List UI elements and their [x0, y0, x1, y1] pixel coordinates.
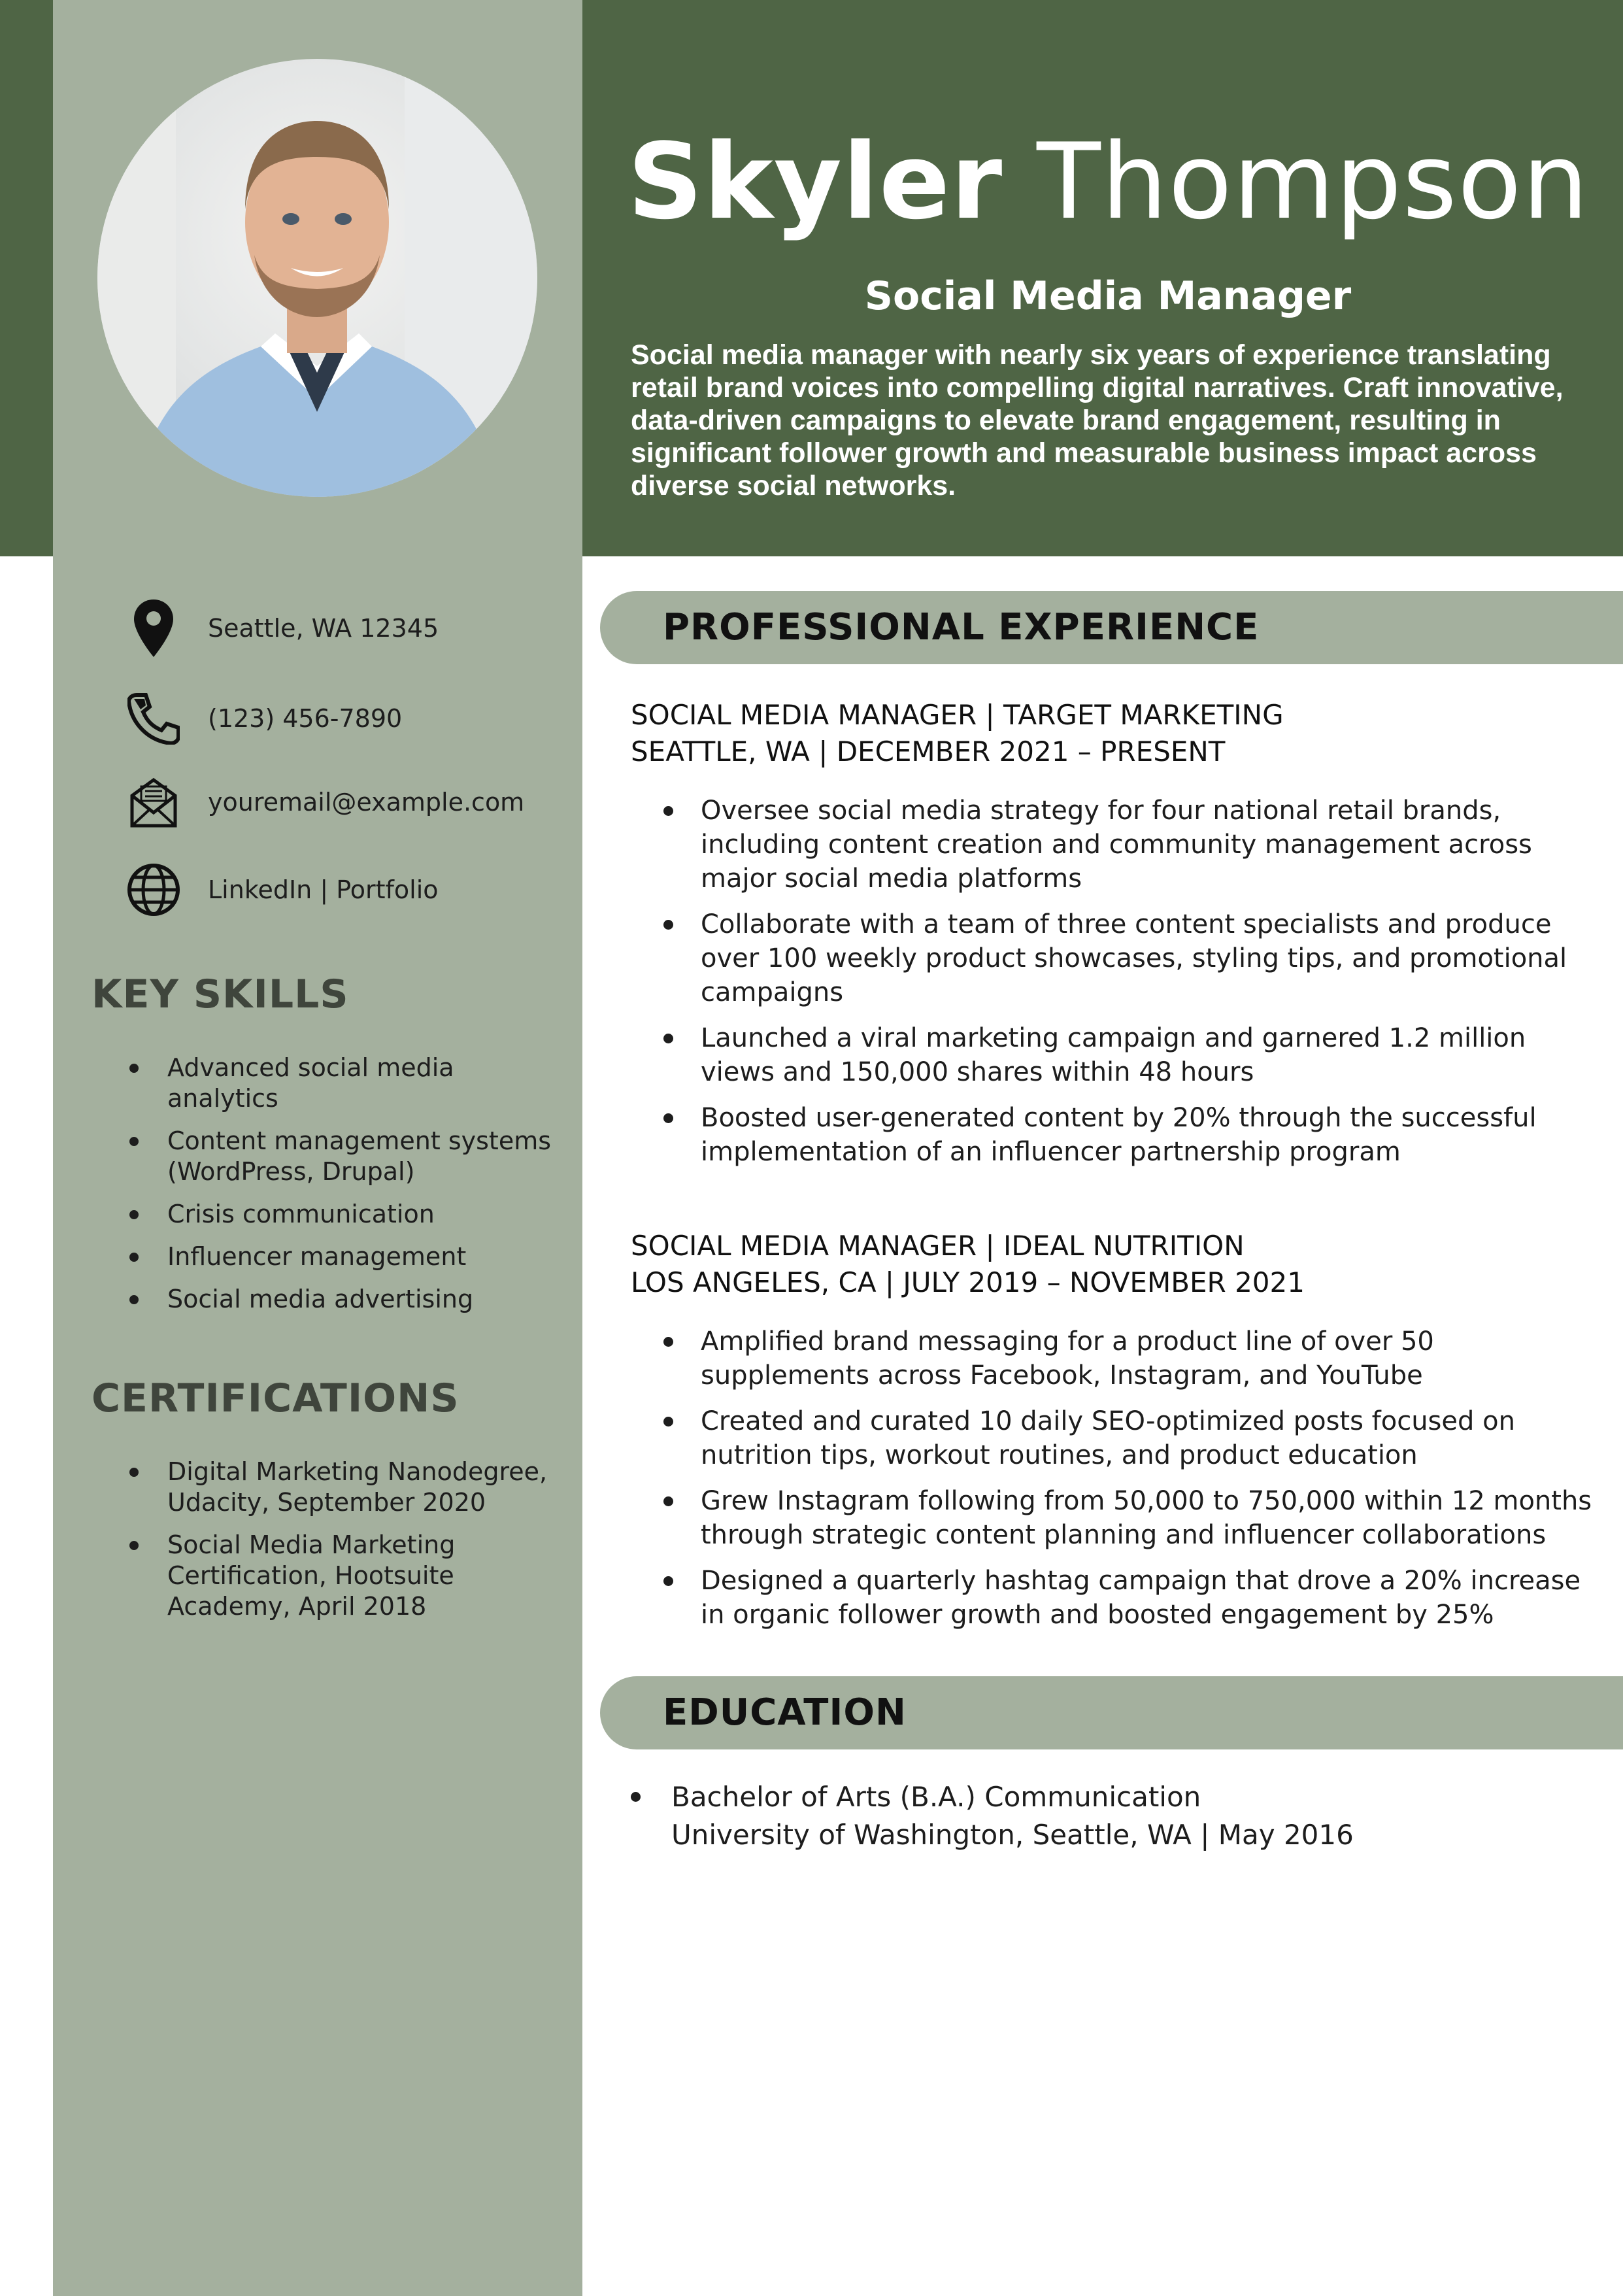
job-bullets	[631, 794, 1598, 1169]
email-text: youremail@example.com	[208, 788, 525, 817]
education-degree: Bachelor of Arts (B.A.) Communication	[671, 1781, 1201, 1813]
job-location-dates: SEATTLE, WA | DECEMBER 2021 – PRESENT	[631, 735, 1226, 768]
job-role: SOCIAL MEDIA MANAGER | IDEAL NUTRITION	[631, 1230, 1245, 1262]
job-bullet: Grew Instagram following from 50,000 to 750,000 within 12 months through strategic content planning and influencer collaborations	[631, 1484, 1598, 1552]
job-bullet: Collaborate with a team of three content specialists and produce over 100 weekly product showcases, styling tips, and promotional campaigns	[631, 907, 1598, 1009]
education-section-bar	[600, 1676, 1623, 1749]
last-name: Thompson	[1037, 120, 1590, 243]
skills-list	[124, 1053, 556, 1326]
experience-heading: PROFESSIONAL EXPERIENCE	[663, 606, 1260, 649]
skill-item: Content management systems (WordPress, Drupal)	[124, 1126, 556, 1187]
job-role: SOCIAL MEDIA MANAGER | TARGET MARKETING	[631, 699, 1284, 731]
contact-email	[124, 773, 524, 832]
certification-item: Social Media Marketing Certification, Hootsuite Academy, April 2018	[124, 1530, 556, 1622]
links-text: LinkedIn | Portfolio	[208, 875, 439, 904]
job-bullet: Designed a quarterly hashtag campaign that drove a 20% increase in organic follower growth and boosted engagement by 25%	[631, 1564, 1598, 1632]
education-bullet	[631, 1792, 641, 1802]
contact-links	[124, 860, 439, 919]
globe-icon	[124, 860, 183, 919]
job-bullet: Created and curated 10 daily SEO-optimized posts focused on nutrition tips, workout routines, and product education	[631, 1404, 1598, 1472]
candidate-name	[627, 120, 1590, 243]
education-entry	[631, 1778, 1598, 1854]
job-bullet: Launched a viral marketing campaign and garnered 1.2 million views and 150,000 shares within 48 hours	[631, 1021, 1598, 1089]
job-location-dates: LOS ANGELES, CA | JULY 2019 – NOVEMBER 2021	[631, 1266, 1305, 1298]
professional-summary: Social media manager with nearly six years of experience translating retail brand voices into compelling digital narratives. Craft innovative, data-driven campaigns to elevate brand engagement, resulting in significant follower growth and measurable business impact across diverse social networks.	[631, 339, 1564, 501]
certifications-list	[124, 1457, 556, 1634]
experience-section-bar	[600, 591, 1623, 664]
first-name: Skyler	[627, 120, 1003, 243]
education-heading: EDUCATION	[663, 1691, 907, 1734]
job-bullet: Boosted user-generated content by 20% through the successful implementation of an influencer partnership program	[631, 1101, 1598, 1169]
certifications-heading: CERTIFICATIONS	[92, 1376, 460, 1421]
location-text: Seattle, WA 12345	[208, 614, 439, 643]
contact-phone	[124, 689, 402, 748]
contact-location	[124, 599, 439, 658]
skill-item: Crisis communication	[124, 1199, 556, 1230]
skill-item: Social media advertising	[124, 1284, 556, 1315]
job-entry	[631, 1228, 1598, 1644]
job-title: Social Media Manager	[864, 273, 1352, 319]
job-bullet: Oversee social media strategy for four national retail brands, including content creation and community management across major social media platforms	[631, 794, 1598, 896]
profile-photo	[97, 59, 537, 497]
job-bullets	[631, 1325, 1598, 1632]
education-school: University of Washington, Seattle, WA | May 2016	[671, 1819, 1354, 1851]
skill-item: Influencer management	[124, 1241, 556, 1272]
phone-text: (123) 456-7890	[208, 704, 403, 733]
envelope-icon	[124, 773, 183, 832]
map-pin-icon	[124, 599, 183, 658]
phone-icon	[124, 689, 183, 748]
key-skills-heading: KEY SKILLS	[92, 971, 349, 1017]
certification-item: Digital Marketing Nanodegree, Udacity, September 2020	[124, 1457, 556, 1518]
job-bullet: Amplified brand messaging for a product line of over 50 supplements across Facebook, Instagram, and YouTube	[631, 1325, 1598, 1393]
skill-item: Advanced social media analytics	[124, 1053, 556, 1114]
job-entry	[631, 697, 1598, 1181]
